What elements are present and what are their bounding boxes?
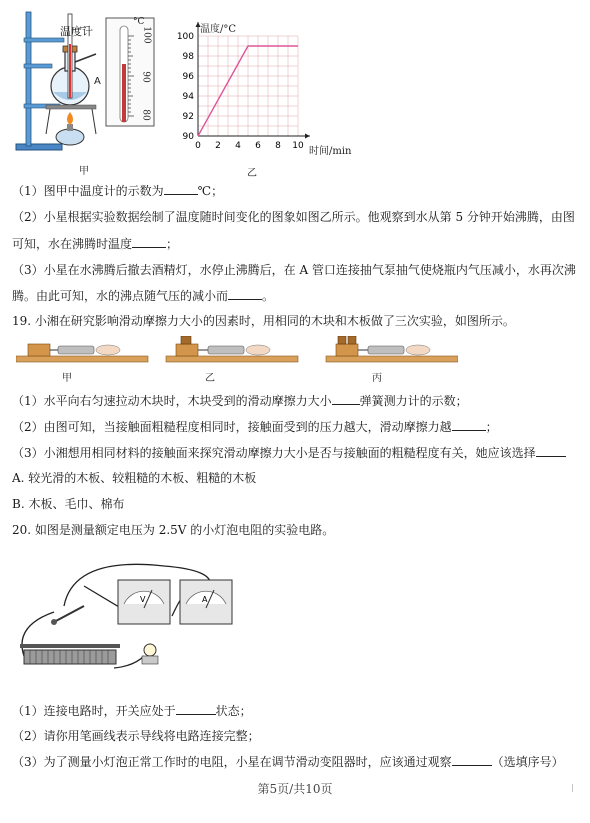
q20-part1: （1）连接电路时，开关应处于 状态； [12,704,252,718]
q19-part1: （1）水平向右匀速拉动木块时，木块受到的滑动摩擦力大小 弹簧测力计的示数； [12,394,468,408]
chart-axes [196,22,311,139]
caption-friction-jia: 甲 [62,373,72,384]
chart-ticks [177,32,304,151]
page-footer: 第5页/共10页 [257,782,333,796]
friction-experiment-figure [16,336,458,370]
answer-blank-q19-3[interactable] [536,444,566,457]
y-tick-label: 98 [182,52,194,62]
chart-grid [198,36,298,136]
q18-part3-line2: 腾。由此可知，水的沸点随气压的减小而 。 [12,289,275,303]
q19-option-a: A. 较光滑的木板、较粗糙的木板、粗糙的木板 [12,471,257,485]
y-tick-label: 90 [182,132,194,142]
x-tick-label: 10 [292,141,304,151]
x-tick-label: 6 [255,141,261,151]
chart-xlabel: 时间/min [309,146,352,157]
answer-blank-q19-2[interactable] [452,418,486,431]
caption-friction-yi: 乙 [205,373,215,384]
q19-title: 19. 小湘在研究影响滑动摩擦力大小的因素时，用相同的木块和木板做了三次实验，如图所示。 [12,314,515,328]
q19-option-b: B. 木板、毛巾、棉布 [12,497,125,511]
svg-text:A: A [202,595,208,604]
answer-blank-q18-2[interactable] [132,235,166,248]
answer-blank-q20-3[interactable] [452,753,492,766]
chart-ylabel: 温度/°C [200,24,237,35]
x-axis-arrow [305,134,310,139]
thermo-tick-80: 80 [140,109,151,121]
y-tick-label: 92 [182,112,194,122]
thermo-tick-100: 100 [141,26,152,44]
x-tick-label: 8 [275,141,281,151]
q18-part2-line1: （2）小星根据实验数据绘制了温度随时间变化的图象如图乙所示。他观察到水从第 5 分钟开始沸腾，由图 [12,210,575,224]
answer-blank-q19-1[interactable] [332,392,360,405]
y-tick-label: 94 [182,92,194,102]
flask-label-a: A [94,76,101,87]
svg-text:V: V [140,595,146,604]
x-tick-label: 4 [235,141,241,151]
y-tick-label: 100 [176,32,194,42]
x-tick-label: 0 [195,141,201,151]
q20-part2: （2）请你用笔画线表示导线将电路连接完整； [12,729,260,743]
x-tick-label: 2 [215,141,221,151]
q20-title: 20. 如图是测量额定电压为 2.5V 的小灯泡电阻的实验电路。 [12,523,335,537]
q18-part3-line1: （3）小星在水沸腾后撤去酒精灯，水停止沸腾后，在 A 管口连接抽气泵抽气使烧瓶内气压减小，水再次沸 [12,263,576,277]
thermometer-unit: °C [133,17,145,27]
q19-part2: （2）由图可知，当接触面粗糙程度相同时，接触面受到的压力越大，滑动摩擦力越 ； [12,420,498,434]
q19-part3: （3）小湘想用相同材料的接触面来探究滑动摩擦力大小是否与接触面的粗糙程度有关，她应该选择 [12,444,566,461]
answer-blank-q20-1[interactable] [176,702,216,715]
caption-friction-bing: 丙 [372,373,382,384]
answer-blank-q18-3[interactable] [228,287,262,300]
circuit-figure [14,546,254,684]
caption-yi: 乙 [247,168,257,179]
thermometer-label: 温度计 [60,25,93,38]
y-tick-label: 96 [182,72,194,82]
caption-jia: 甲 [79,166,89,177]
thermo-tick-90: 90 [140,71,151,83]
q20-part3: （3）为了测量小灯泡正常工作时的电阻，小星在调节滑动变阻器时，应该通过观察 （选填序号） [12,755,564,769]
answer-blank-q18-1[interactable] [164,182,198,195]
q18-part1: （1）图甲中温度计的示数为 ℃； [12,184,224,198]
q18-part2-line2: 可知，水在沸腾时温度 ； [12,237,179,251]
